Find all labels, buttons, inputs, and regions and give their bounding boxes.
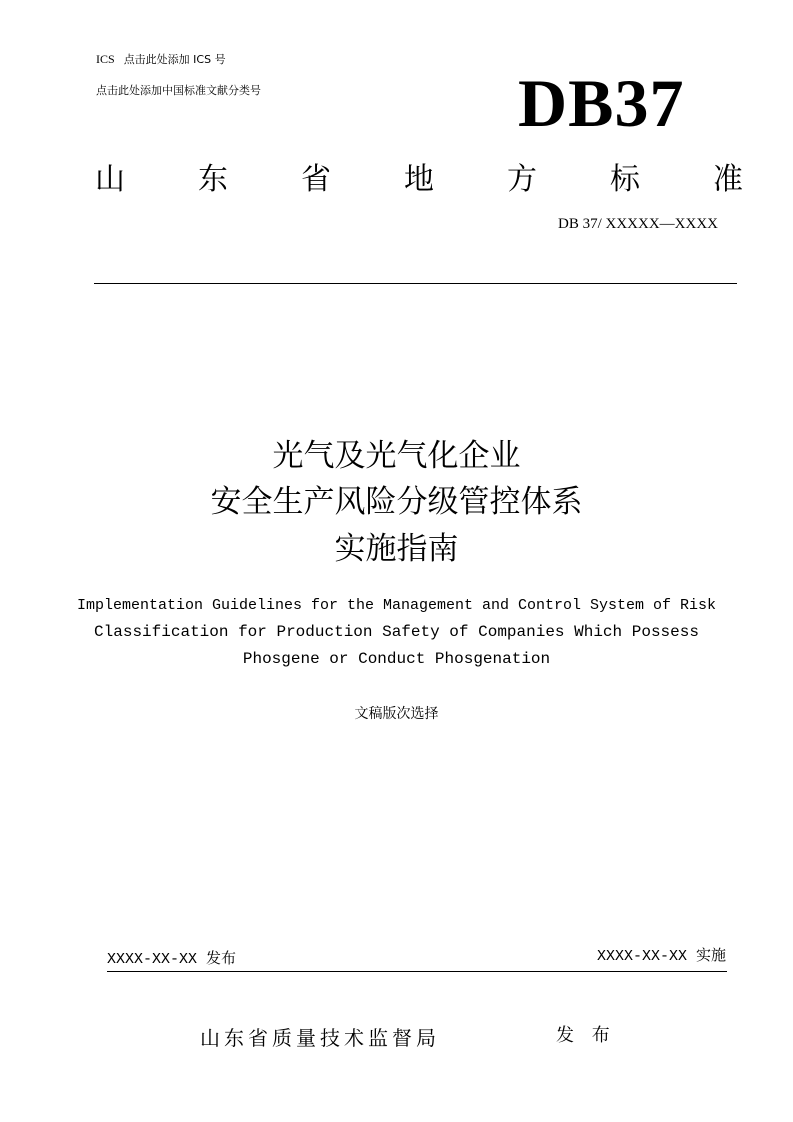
ccs-number-field[interactable]: 点击此处添加中国标准文献分类号 — [96, 84, 261, 97]
ics-label: ICS — [96, 52, 115, 66]
standard-type-heading — [95, 154, 743, 198]
title-en-line-3[interactable]: Phosgene or Conduct Phosgenation — [242, 650, 551, 668]
standard-code: DB37 — [518, 65, 685, 141]
title-en-line-1[interactable]: Implementation Guidelines for the Management and Control System of Risk — [76, 597, 717, 614]
heading-char: 准 — [713, 162, 743, 197]
issue-label: 发 布 — [556, 1025, 616, 1046]
heading-char: 地 — [404, 162, 434, 197]
heading-char: 东 — [198, 162, 228, 197]
ics-number-field[interactable]: 点击此处添加 ICS 号 — [123, 53, 226, 66]
title-en-line-2[interactable]: Classification for Production Safety of Companies Which Possess — [94, 623, 699, 641]
heading-char: 山 — [95, 162, 125, 197]
title-zh-line-3[interactable]: 实施指南 — [334, 531, 459, 567]
heading-char: 省 — [301, 162, 331, 197]
heading-char: 标 — [610, 162, 640, 197]
footer-divider — [107, 971, 727, 972]
heading-char: 方 — [507, 162, 537, 197]
title-zh-line-1[interactable]: 光气及光气化企业 — [272, 438, 521, 474]
implement-date[interactable]: XXXX-XX-XX 实施 — [596, 948, 726, 965]
issuing-authority: 山东省质量技术监督局 — [200, 1026, 440, 1050]
publish-date[interactable]: XXXX-XX-XX 发布 — [107, 951, 237, 968]
standard-number[interactable]: DB 37/ XXXXX—XXXX — [558, 216, 718, 232]
draft-version-selector[interactable]: 文稿版次选择 — [354, 706, 439, 722]
header-divider — [94, 283, 737, 284]
title-zh-line-2[interactable]: 安全生产风险分级管控体系 — [210, 484, 583, 520]
ics-line — [96, 51, 226, 67]
